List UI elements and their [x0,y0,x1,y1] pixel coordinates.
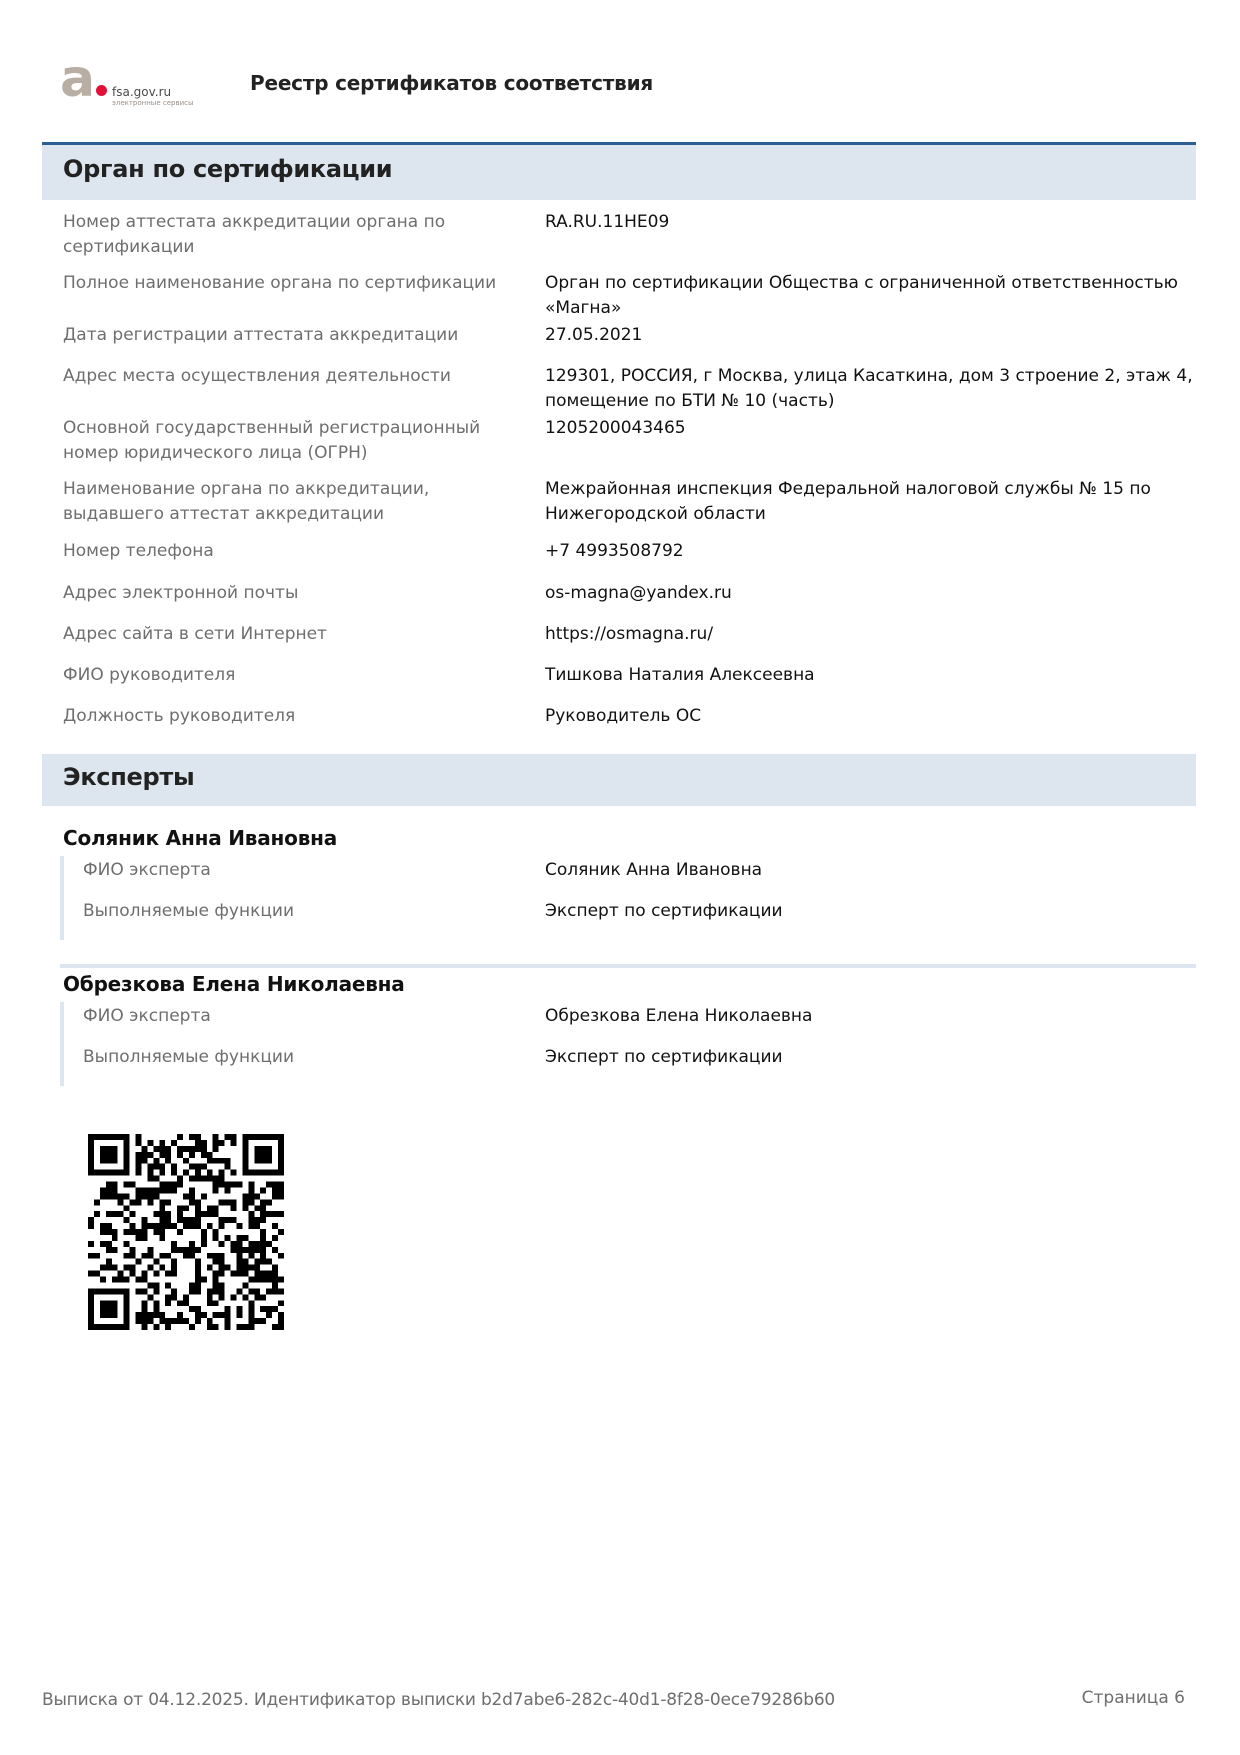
detail-label-line: Дата регистрации аттестата аккредитации [63,325,459,345]
detail-label [63,663,503,688]
detail-label [63,581,503,606]
expert-fio-value: Соляник Анна Ивановна [545,860,763,880]
detail-value-line[interactable]: os-magna@yandex.ru [545,583,732,603]
qr-code-icon [88,1134,284,1330]
detail-label-line: Номер телефона [63,541,214,561]
detail-value [545,477,1240,527]
section-title-experts: Эксперты [63,763,195,791]
detail-label-line: Наименование органа по аккредитации, [63,479,430,499]
expert-functions-label: Выполняемые функции [83,1047,295,1067]
expert-functions-label: Выполняемые функции [83,901,295,921]
detail-value [545,364,1240,414]
detail-label [63,364,503,389]
detail-label-line: Основной государственный регистрационный [63,418,481,438]
expert-functions-value: Эксперт по сертификации [545,1047,783,1067]
detail-value[interactable] [545,622,1240,647]
detail-value-line: Тишкова Наталия Алексеевна [545,665,815,685]
detail-value [545,271,1240,321]
fsa-logo[interactable] [60,49,210,113]
detail-label [63,210,503,260]
detail-label [63,477,503,527]
footer-extract-info: Выписка от 04.12.2025. Идентификатор выписки b2d7abe6-282c-40d1-8f28-0ece79286b60 [42,1690,836,1710]
detail-label-line: Номер аттестата аккредитации органа по [63,212,446,232]
detail-value [545,416,1240,441]
detail-value-line: 129301, РОССИЯ, г Москва, улица Касаткина, дом 3 строение 2, этаж 4, [545,366,1193,386]
page-number: Страница 6 [1081,1688,1185,1708]
detail-value [545,539,1240,564]
detail-label [63,704,503,729]
detail-label-line: Адрес сайта в сети Интернет [63,624,327,644]
detail-value-line: «Магна» [545,298,622,318]
detail-value-line: Нижегородской области [545,504,766,524]
detail-value-line: Межрайонная инспекция Федеральной налоговой службы № 15 по [545,479,1151,499]
detail-value-line: Руководитель ОС [545,706,702,726]
section-title-organ: Орган по сертификации [63,155,393,183]
detail-value-line: 27.05.2021 [545,325,643,345]
detail-value[interactable] [545,581,1240,606]
detail-label [63,539,503,564]
detail-value-line: RA.RU.11НЕ09 [545,212,670,232]
detail-value-line[interactable]: https://osmagna.ru/ [545,624,714,644]
detail-label [63,622,503,647]
detail-label-line: Адрес электронной почты [63,583,299,603]
detail-label [63,416,503,466]
expert-bar [60,856,64,940]
detail-label [63,323,503,348]
page-title: Реестр сертификатов соответствия [250,71,654,95]
detail-value-line: +7 4993508792 [545,541,684,561]
expert-functions-value: Эксперт по сертификации [545,901,783,921]
detail-value [545,210,1240,235]
detail-value [545,704,1240,729]
detail-value-line: Орган по сертификации Общества с ограниченной ответственностью [545,273,1178,293]
section-header-experts [42,754,1196,806]
logo-site: fsa.gov.ru [112,85,172,99]
expert-fio-value: Обрезкова Елена Николаевна [545,1006,813,1026]
logo-dot-icon [96,85,107,96]
detail-value [545,663,1240,688]
logo-subtitle: электронные сервисы [112,99,194,107]
detail-value-line: 1205200043465 [545,418,686,438]
page-header [60,49,1200,115]
expert-name: Соляник Анна Ивановна [63,826,338,850]
detail-label-line: Должность руководителя [63,706,296,726]
detail-value [545,323,1240,348]
detail-label [63,271,503,296]
detail-label-line: Полное наименование органа по сертификации [63,273,497,293]
logo-a-icon: a [60,49,96,109]
detail-label-line: ФИО руководителя [63,665,236,685]
detail-label-line: номер юридического лица (ОГРН) [63,443,368,463]
detail-label-line: сертификации [63,237,195,257]
detail-label-line: выдавшего аттестат аккредитации [63,504,385,524]
expert-fio-label: ФИО эксперта [83,1006,211,1026]
expert-fio-label: ФИО эксперта [83,860,211,880]
expert-name: Обрезкова Елена Николаевна [63,972,405,996]
detail-value-line: помещение по БТИ № 10 (часть) [545,391,835,411]
expert-bar [60,1002,64,1086]
detail-label-line: Адрес места осуществления деятельности [63,366,451,386]
expert-divider [60,964,1196,968]
section-header-organ [42,142,1196,200]
